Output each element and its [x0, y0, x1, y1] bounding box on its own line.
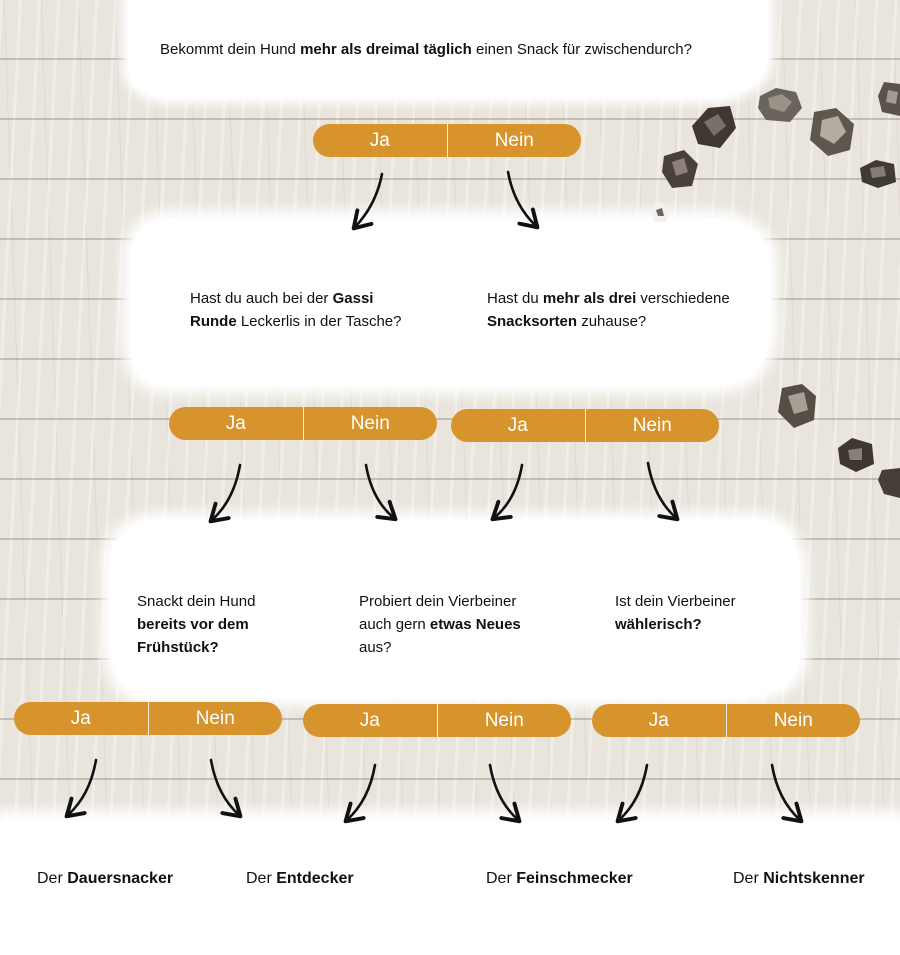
no-button[interactable]: Nein	[195, 707, 235, 729]
arrow-icon	[366, 465, 394, 518]
arrow-icon	[772, 765, 800, 820]
no-button[interactable]: Nein	[494, 129, 534, 151]
result-entdecker: Der Entdecker	[246, 870, 354, 887]
no-button[interactable]: Nein	[484, 709, 524, 731]
yes-button[interactable]: Ja	[592, 704, 727, 737]
arrow-icon	[211, 760, 239, 815]
result-feinschmecker: Der Feinschmecker	[486, 870, 633, 887]
arrow-icon	[212, 465, 240, 520]
arrow-icon	[648, 463, 676, 518]
result-dauersnacker: Der Dauersnacker	[37, 870, 174, 887]
question-snack-varieties: Hast du mehr als drei verschiedene Snacksorten zuhause?	[487, 290, 730, 330]
question-walk-treats: Hast du auch bei der Gassi Runde Leckerlis in der Tasche?	[190, 290, 402, 330]
result-nichtskenner: Der Nichtskenner	[733, 870, 865, 887]
yes-button[interactable]: Ja	[169, 407, 304, 440]
yes-button[interactable]: Ja	[14, 702, 149, 735]
yes-button[interactable]: Ja	[303, 704, 438, 737]
question-before-breakfast: Snackt dein Hund bereits vor dem Frühstück?	[137, 593, 256, 656]
arrow-icon	[347, 765, 375, 820]
arrow-icon	[68, 760, 96, 815]
no-button[interactable]: Nein	[773, 709, 813, 731]
no-button[interactable]: Nein	[632, 414, 672, 436]
question-tries-new: Probiert dein Vierbeiner auch gern etwas Neues aus?	[359, 593, 521, 656]
arrow-icon	[508, 172, 536, 226]
question-snacks-per-day: Bekommt dein Hund mehr als dreimal täglich einen Snack für zwischendurch?	[160, 41, 692, 58]
yes-button[interactable]: Ja	[451, 409, 586, 442]
yes-button[interactable]: Ja	[313, 124, 448, 157]
arrow-icon	[355, 174, 382, 227]
no-button[interactable]: Nein	[350, 412, 390, 434]
arrow-icon	[619, 765, 647, 820]
arrow-icon	[494, 465, 522, 518]
arrow-icon	[490, 765, 518, 820]
question-picky: Ist dein Vierbeiner wählerisch?	[615, 593, 736, 633]
